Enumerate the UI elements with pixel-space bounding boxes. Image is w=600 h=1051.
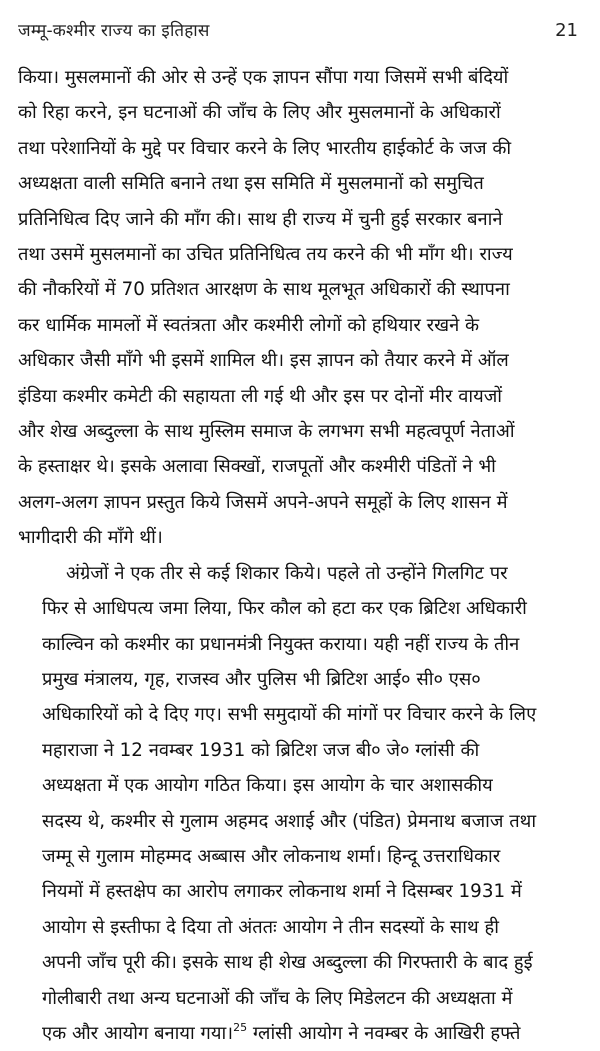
running-title: जम्मू-कश्मीर राज्य का इतिहास [18,21,210,41]
text-line: जम्मू से गुलाम मोहम्मद अब्बास और लोकनाथ शर्मा। हिन्दू उत्तराधिकार [42,845,501,867]
text-line: सदस्य थे, कश्मीर से गुलाम अहमद अशाई और (पंडित) प्रेमनाथ बजाज तथा [42,810,537,832]
last-line-start: एक और आयोग बनाया गया। [42,1022,234,1044]
text-line: अध्यक्षता में एक आयोग गठित किया। इस आयोग के चार अशासकीय [42,775,493,797]
page-header [18,18,584,60]
text-line: तथा परेशानियों के मुद्दे पर विचार करने के लिए भारतीय हाईकोर्ट के जज की [18,137,512,159]
text-line: आयोग से इस्तीफा दे दिया तो अंततः आयोग ने तीन सदस्यों के साथ ही [42,916,499,938]
text-line: को रिहा करने, इन घटनाओं की जाँच के लिए और मुसलमानों के अधिकारों [18,102,501,124]
text-line: गोलीबारी तथा अन्य घटनाओं की जाँच के लिए मिडेलटन की अध्यक्षता में [42,987,513,1009]
body-text [18,60,584,1051]
text-line: महाराजा ने 12 नवम्बर 1931 को ब्रिटिश जज बी० जे० ग्लांसी की [42,739,480,761]
text-line: अध्यक्षता वाली समिति बनाने तथा इस समिति में मुसलमानों को समुचित [18,173,484,195]
text-line: अधिकार जैसी माँगे भी इसमें शामिल थी। इस ज्ञापन को तैयार करने में ऑल [18,350,509,372]
text-line: इंडिया कश्मीर कमेटी की सहायता ली गई थी और इस पर दोनों मीर वायजों [18,385,503,407]
text-line: अंग्रेजों ने एक तीर से कई शिकार किये। पहले तो उन्होंने गिलगिट पर [66,562,508,584]
text-line-last [18,1016,584,1051]
footnote-reference[interactable]: 25 [233,1020,248,1034]
text-line: कर धार्मिक मामलों में स्वतंत्रता और कश्मीरी लोगों को हथियार रखने के [18,314,480,336]
text-line: अलग-अलग ज्ञापन प्रस्तुत किये जिसमें अपने-अपने समूहों के लिए शासन में [18,491,508,513]
last-line-end: ग्लांसी आयोग ने नवम्बर के आखिरी हफ्ते [247,1022,521,1044]
text-line: के हस्ताक्षर थे। इसके अलावा सिक्खों, राजपूतों और कश्मीरी पंडितों ने भी [18,456,496,478]
text-line: और शेख अब्दुल्ला के साथ मुस्लिम समाज के लगभग सभी महत्वपूर्ण नेताओं [18,421,515,443]
text-line: फिर से आधिपत्य जमा लिया, फिर कौल को हटा कर एक ब्रिटिश अधिकारी [42,598,527,620]
text-line: नियमों में हस्तक्षेप का आरोप लगाकर लोकनाथ शर्मा ने दिसम्बर 1931 में [42,881,522,903]
text-line: किया। मुसलमानों की ओर से उन्हें एक ज्ञापन सौंपा गया जिसमें सभी बंदियों [18,67,509,88]
page-number: 21 [555,20,578,41]
text-line: भागीदारी की माँगे थीं। [18,527,163,549]
text-line: अपनी जाँच पूरी की। इसके साथ ही शेख अब्दुल्ला की गिरफ्तारी के बाद हुई [42,952,533,974]
paragraph-1 [18,60,584,556]
text-line: काल्विन को कश्मीर का प्रधानमंत्री नियुक्त कराया। यही नहीं राज्य के तीन [42,633,520,655]
text-line: अधिकारियों को दे दिए गए। सभी समुदायों की मांगों पर विचार करने के लिए [42,704,537,726]
text-line: प्रमुख मंत्रालय, गृह, राजस्व और पुलिस भी ब्रिटिश आई० सी० एस० [42,668,481,690]
text-line: तथा उसमें मुसलमानों का उचित प्रतिनिधित्व तय करने की भी माँग थी। राज्य [18,244,513,266]
text-line: प्रतिनिधित्व दिए जाने की माँग की। साथ ही राज्य में चुनी हुई सरकार बनाने [18,208,503,230]
text-line: की नौकरियों में 70 प्रतिशत आरक्षण के साथ मूलभूत अधिकारों की स्थापना [18,279,510,301]
paragraph-2 [18,556,584,1051]
